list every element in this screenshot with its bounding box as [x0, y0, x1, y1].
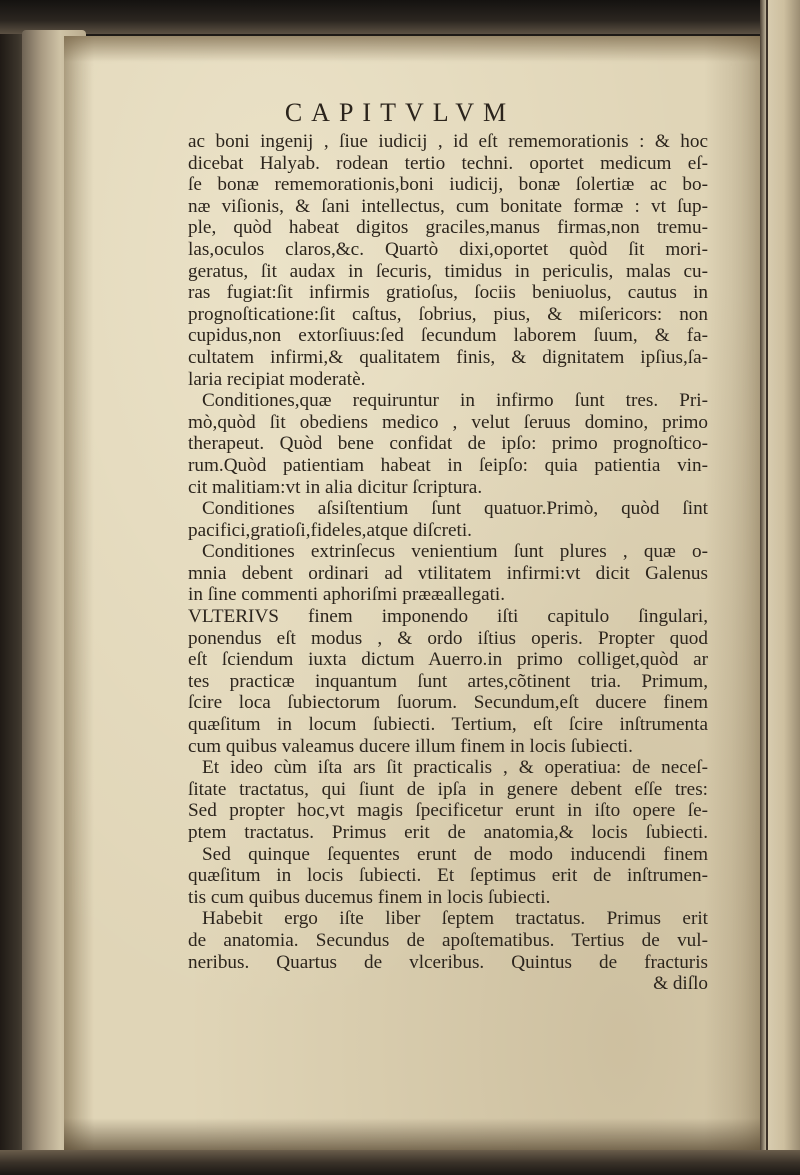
text-line: ſcire loca ſubiectorum ſuorum. Secundum,eſt ducere finem — [188, 692, 708, 714]
text-line: ac boni ingenij , ſiue iudicij , id eſt rememorationis : & hoc — [188, 131, 708, 152]
text-line: in ſine commenti aphoriſmi prææallegati. — [188, 584, 506, 606]
text-line: neribus. Quartus de vlceribus. Quintus de fracturis — [188, 951, 708, 973]
text-line: cit malitiam:vt in alia dicitur ſcriptura. — [188, 476, 483, 498]
text-line: las,oculos claros,&c. Quartò dixi,oportet quòd ſit mori- — [188, 238, 708, 260]
text-line: de anatomia. Secundus de apoſtematibus. Tertius de vul- — [188, 929, 708, 951]
text-line: laria recipiat moderatè. — [188, 368, 366, 390]
text-line: ſe bonæ rememorationis,boni iudicij, bonæ ſolertiæ ac bo- — [188, 174, 708, 196]
text-line: tis cum quibus ducemus finem in locis ſubiecti. — [188, 886, 551, 908]
text-line: ptem tractatus. Primus erit de anatomia,& locis ſubiecti. — [188, 822, 708, 843]
text-line: pacifici,gratioſi,fideles,atque diſcreti. — [188, 519, 472, 541]
page-top-shadow — [64, 36, 760, 62]
text-line: ple, quòd habeat digitos graciles,manus firmas,non tremu- — [188, 217, 708, 239]
paragraph-start-line: VLTERIVS finem imponendo iſti capitulo ſingulari, — [188, 606, 708, 628]
next-page-edge — [760, 0, 800, 1175]
text-line: ſitate tractatus, qui ſiunt de ipſa in genere debent eſſe tres: — [188, 778, 708, 800]
text-line: Sed propter hoc,vt magis ſpecificetur erunt in iſto opere ſe- — [188, 800, 708, 822]
paragraph-start-line: Et ideo cùm iſta ars ſit practicalis , & operatiua: de neceſ- — [202, 757, 708, 779]
text-line: cultatem infirmi,& qualitatem finis, & dignitatem ipſius,ſa- — [188, 346, 708, 368]
text-line: næ viſionis, & ſani intellectus, cum bonitate formæ : vt ſup- — [188, 195, 708, 217]
running-head: CAPITVLVM — [284, 98, 516, 127]
paragraph-start-line: Sed quinque ſequentes erunt de modo inducendi finem — [202, 843, 708, 865]
text-line: quæſitum in locum ſubiecti. Tertium, eſt ſcire inſtrumenta — [188, 714, 708, 736]
text-line: ras fugiat:ſit infirmis gratioſus, ſociis beniuolus, cautus in — [188, 282, 708, 304]
text-line: eſt ſciendum iuxta dictum Auerro.in primo colliget,quòd ar — [188, 649, 708, 671]
scan-bottom-edge — [0, 1150, 800, 1175]
body-text — [188, 131, 708, 995]
text-line: cupidus,non extorſiuus:ſed ſecundum laborem ſuum, & fa- — [188, 325, 708, 347]
paragraph-start-line: Conditiones extrinſecus venientium ſunt plures , quæ o- — [202, 541, 708, 563]
text-line: dicebat Halyab. rodean tertio techni. oportet medicum eſ- — [188, 152, 708, 174]
text-line: geratus, ſit audax in ſecuris, timidus in periculis, malas cu- — [188, 260, 708, 282]
text-line: quæſitum in locis ſubiecti. Et ſeptimus erit de inſtrumen- — [188, 865, 708, 887]
text-line: prognoſticatione:ſit caſtus, ſobrius, pius, & miſericors: non — [188, 303, 708, 325]
paragraph-start-line: Conditiones aſsiſtentium ſunt quatuor.Primò, quòd ſint — [202, 498, 708, 520]
scan-top-edge — [0, 0, 800, 34]
text-line: tes practicæ inquantum ſunt artes,cõtinent tria. Primum, — [188, 670, 708, 692]
text-line: mnia debent ordinari ad vtilitatem infirmi:vt dicit Galenus — [188, 562, 708, 584]
text-line: rum.Quòd patientiam habeat in ſeipſo: quia patientia vin- — [188, 454, 708, 476]
text-line: cum quibus valeamus ducere illum finem in locis ſubiecti. — [188, 735, 633, 757]
paragraph-start-line: Conditiones,quæ requiruntur in infirmo ſunt tres. Pri- — [202, 390, 708, 412]
text-line: ponendus eſt modus , & ordo iſtius operis. Propter quod — [188, 627, 708, 649]
text-line: mò,quòd ſit obediens medico , velut ſeruus domino, primo — [188, 411, 708, 433]
paragraph-start-line: Habebit ergo iſte liber ſeptem tractatus. Primus erit — [202, 908, 708, 930]
catchword: & diſlo — [653, 973, 708, 995]
text-line: therapeut. Quòd bene confidat de ipſo: primo prognoſtico- — [188, 433, 708, 455]
